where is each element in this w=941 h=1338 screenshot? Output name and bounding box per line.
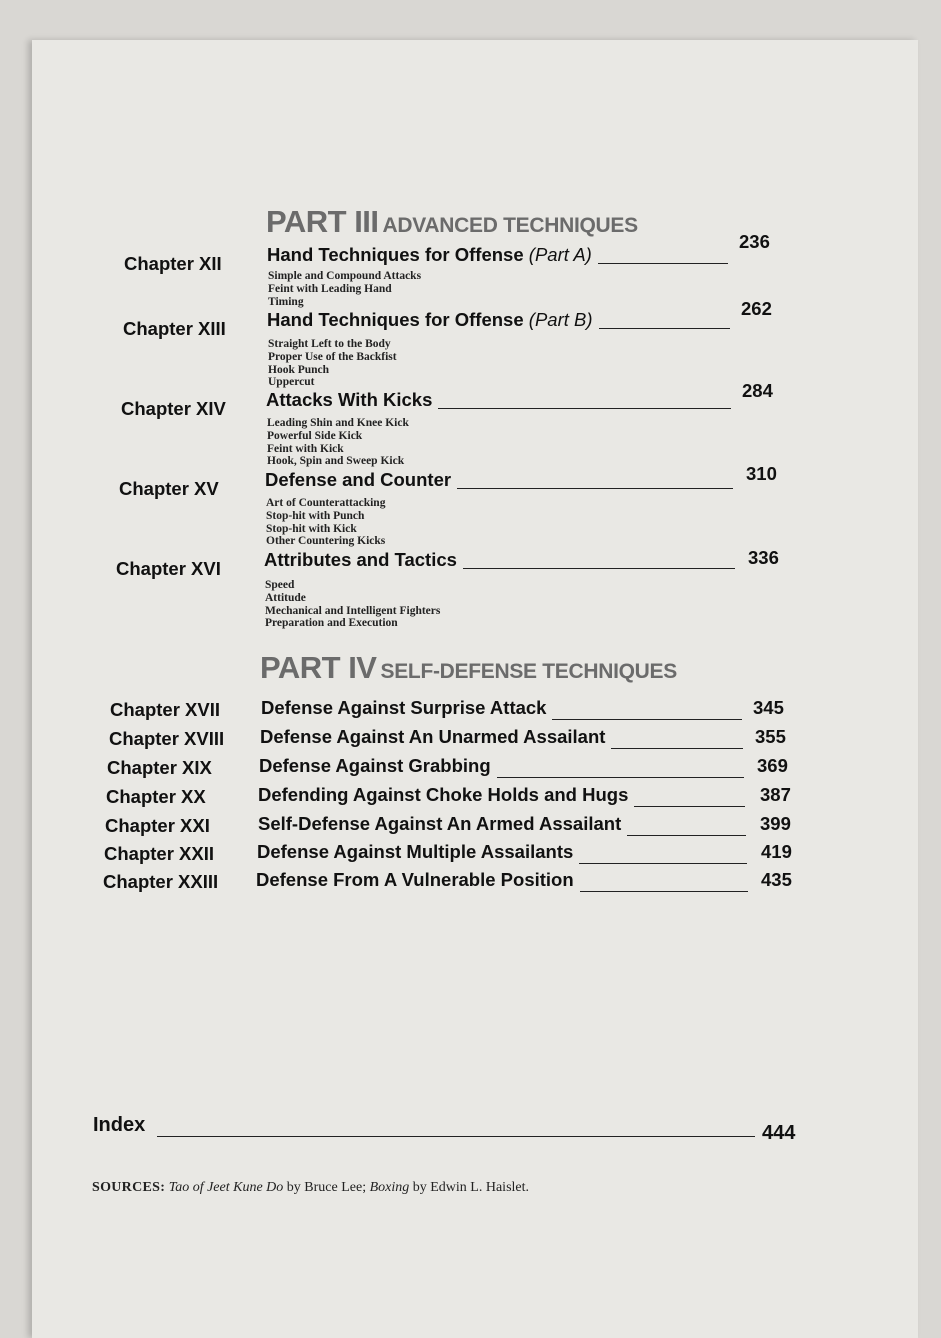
chapter-page-number: 355 [755, 726, 786, 747]
part-iv-heading [260, 650, 677, 686]
topic-item: Mechanical and Intelligent Fighters [265, 604, 441, 617]
chapter-label: Chapter XII [124, 253, 222, 274]
source-book-title: Tao of Jeet Kune Do [168, 1180, 284, 1195]
chapter-title [264, 549, 457, 571]
index-page-number: 444 [762, 1122, 796, 1144]
index-leader-line [157, 1136, 755, 1137]
chapter-title-text: Attacks With Kicks [266, 389, 433, 410]
chapter-label: Chapter XXII [104, 843, 214, 864]
topic-item: Hook Punch [268, 363, 330, 376]
leader-line [552, 719, 742, 720]
chapter-topics [267, 417, 409, 468]
chapter-title: Defense Against An Unarmed Assailant [260, 726, 606, 747]
part-number: PART III [266, 204, 379, 239]
topic-item: Feint with Kick [267, 442, 344, 455]
topic-item: Other Countering Kicks [266, 535, 386, 548]
chapter-title [265, 469, 451, 491]
chapter-page-number: 399 [760, 813, 791, 834]
chapter-label: Chapter XIX [107, 757, 212, 778]
leader-line [438, 408, 731, 409]
leader-line [599, 328, 730, 329]
chapter-label: Chapter XVIII [109, 728, 225, 749]
leader-line [598, 263, 728, 264]
chapter-page-number: 387 [760, 784, 791, 805]
chapter-subtitle: (Part A) [528, 244, 592, 265]
chapter-page-number: 236 [739, 231, 770, 252]
topic-item: Proper Use of the Backfist [268, 350, 397, 363]
chapter-title: Defense Against Multiple Assailants [257, 841, 574, 862]
chapter-label: Chapter XVII [110, 699, 220, 720]
topic-item: Simple and Compound Attacks [268, 270, 422, 282]
source-author: by Edwin L. Haislet. [412, 1180, 530, 1195]
chapter-label: Chapter XXIII [103, 871, 219, 892]
chapter-topics [265, 579, 440, 630]
chapter-topics [266, 497, 385, 548]
chapter-page-number: 336 [748, 547, 779, 568]
chapter-title: Defense Against Surprise Attack [261, 697, 547, 718]
chapter-title-text: Defense and Counter [265, 469, 452, 490]
chapter-page-number: 435 [761, 869, 792, 890]
topic-item: Art of Counterattacking [266, 497, 386, 509]
chapter-label: Chapter XIV [121, 398, 226, 419]
topic-item: Stop-hit with Punch [266, 509, 365, 522]
chapter-page-number: 284 [742, 380, 773, 401]
chapter-title: Defense From A Vulnerable Position [256, 869, 574, 890]
part-number: PART IV [260, 650, 377, 685]
chapter-subtitle: (Part B) [528, 309, 593, 330]
topic-item: Stop-hit with Kick [266, 522, 357, 535]
topic-item: Leading Shin and Knee Kick [267, 417, 409, 429]
chapter-page-number: 369 [757, 755, 788, 776]
chapter-topics [268, 338, 397, 389]
chapter-topics [268, 270, 421, 308]
source-author: by Bruce Lee; [286, 1180, 367, 1195]
topic-item: Speed [265, 579, 295, 591]
chapter-page-number: 262 [741, 298, 772, 319]
chapter-title-text: Attributes and Tactics [264, 549, 457, 570]
leader-line [579, 863, 747, 864]
chapter-label: Chapter XVI [116, 558, 221, 579]
chapter-title-text: Hand Techniques for Offense [267, 309, 524, 330]
leader-line [497, 777, 744, 778]
chapter-label: Chapter XIII [123, 318, 226, 339]
topic-item: Feint with Leading Hand [268, 282, 392, 295]
topic-item: Straight Left to the Body [268, 338, 391, 350]
part-title: SELF-DEFENSE TECHNIQUES [380, 660, 677, 683]
chapter-page-number: 419 [761, 841, 792, 862]
topic-item: Hook, Spin and Sweep Kick [267, 455, 405, 468]
chapter-label: Chapter XX [106, 786, 206, 807]
index-label: Index [93, 1114, 146, 1136]
chapter-label: Chapter XV [119, 478, 219, 499]
source-book-title: Boxing [369, 1180, 410, 1195]
leader-line [634, 806, 745, 807]
topic-item: Attitude [265, 591, 306, 604]
sources-line [92, 1180, 529, 1196]
topic-item: Timing [268, 295, 304, 308]
topic-item: Preparation and Execution [265, 617, 398, 630]
chapter-title-text: Hand Techniques for Offense [267, 244, 524, 265]
leader-line [463, 568, 735, 569]
topic-item: Powerful Side Kick [267, 429, 363, 442]
part-title: ADVANCED TECHNIQUES [382, 214, 638, 237]
leader-line [627, 835, 746, 836]
chapter-title: Self-Defense Against An Armed Assailant [258, 813, 622, 834]
chapter-page-number: 345 [753, 697, 784, 718]
sources-label: SOURCES: [92, 1180, 166, 1195]
leader-line [457, 488, 733, 489]
chapter-title [267, 309, 593, 331]
part-iii-heading [266, 204, 638, 240]
leader-line [611, 748, 743, 749]
chapter-title [266, 389, 432, 411]
chapter-title: Defense Against Grabbing [259, 755, 491, 776]
chapter-title: Defending Against Choke Holds and Hugs [258, 784, 629, 805]
leader-line [580, 891, 748, 892]
chapter-page-number: 310 [746, 463, 777, 484]
chapter-title [267, 244, 592, 266]
topic-item: Uppercut [268, 376, 315, 389]
chapter-label: Chapter XXI [105, 815, 210, 836]
